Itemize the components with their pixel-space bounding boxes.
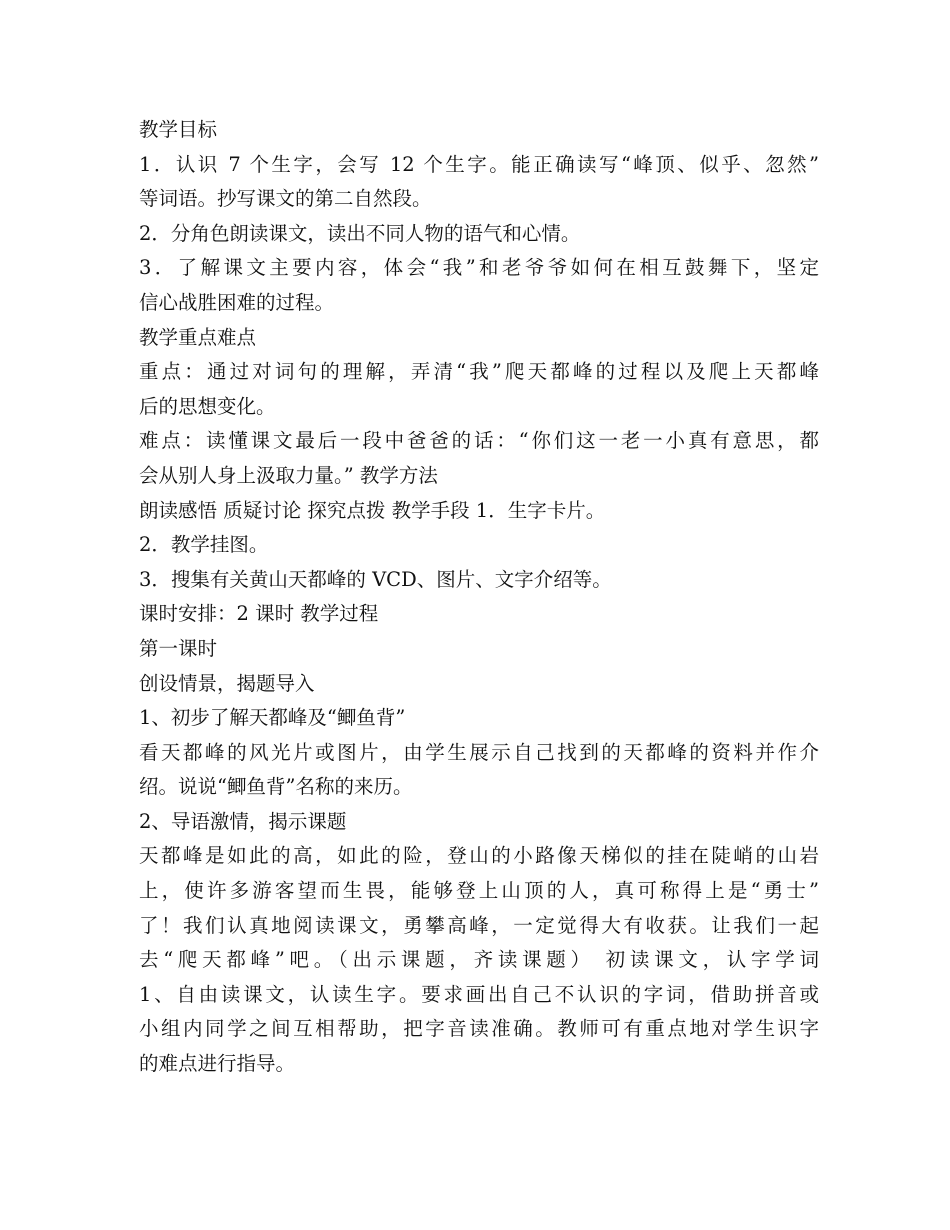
text-line: 朗读感悟 质疑讨论 探究点拨 教学手段 1．生字卡片。 bbox=[139, 498, 606, 522]
text-line: 重点：通过对词句的理解，弄清“我”爬天都峰的过程以及爬上天都峰 bbox=[139, 360, 819, 384]
text-line: 1、自由读课文，认读生字。要求画出自己不认识的字词，借助拼音或 bbox=[139, 982, 819, 1006]
text-line: 创设情景，揭题导入 bbox=[139, 671, 315, 695]
document-body bbox=[139, 113, 819, 1082]
text-line: 小组内同学之间互相帮助，把字音读准确。教师可有重点地对学生识字 bbox=[139, 1017, 819, 1041]
text-line: 绍。说说“鲫鱼背”名称的来历。 bbox=[139, 775, 413, 799]
text-line: 3．了解课文主要内容，体会“我”和老爷爷如何在相互鼓舞下，坚定 bbox=[139, 256, 819, 280]
text-line: 后的思想变化。 bbox=[139, 394, 276, 418]
text-line: 课时安排：2 课时 教学过程 bbox=[139, 602, 379, 626]
text-line: 难点：读懂课文最后一段中爸爸的话：“你们这一老一小真有意思，都 bbox=[139, 429, 819, 453]
text-line: 会从别人身上汲取力量。” 教学方法 bbox=[139, 463, 438, 487]
text-line: 天都峰是如此的高，如此的险，登山的小路像天梯似的挂在陡峭的山岩 bbox=[139, 844, 819, 868]
text-line: 2．分角色朗读课文，读出不同人物的语气和心情。 bbox=[139, 221, 581, 245]
text-line: 教学目标 bbox=[139, 118, 218, 141]
text-line: 第一课时 bbox=[139, 636, 218, 660]
text-line: 信心战胜困难的过程。 bbox=[139, 290, 335, 314]
text-line: 2．教学挂图。 bbox=[139, 533, 269, 557]
text-line: 了！我们认真地阅读课文，勇攀高峰，一定觉得大有收获。让我们一起 bbox=[139, 913, 819, 937]
text-line: 去“爬天都峰”吧。（出示课题，齐读课题） 初读课文，认字学词 bbox=[139, 948, 819, 972]
text-line: 2、导语激情，揭示课题 bbox=[139, 809, 347, 833]
text-line: 1、初步了解天都峰及“鲫鱼背” bbox=[139, 706, 406, 730]
text-line: 等词语。抄写课文的第二自然段。 bbox=[139, 187, 432, 211]
text-line: 教学重点难点 bbox=[139, 325, 257, 349]
text-line: 的难点进行指导。 bbox=[139, 1052, 296, 1076]
text-line: 1．认识 7 个生字，会写 12 个生字。能正确读写“峰顶、似乎、忽然” bbox=[139, 152, 819, 176]
text-line: 3．搜集有关黄山天都峰的 VCD、图片、文字介绍等。 bbox=[139, 567, 612, 591]
text-line: 看天都峰的风光片或图片，由学生展示自己找到的天都峰的资料并作介 bbox=[139, 740, 819, 764]
text-line: 上，使许多游客望而生畏，能够登上山顶的人，真可称得上是“勇士” bbox=[139, 879, 819, 903]
